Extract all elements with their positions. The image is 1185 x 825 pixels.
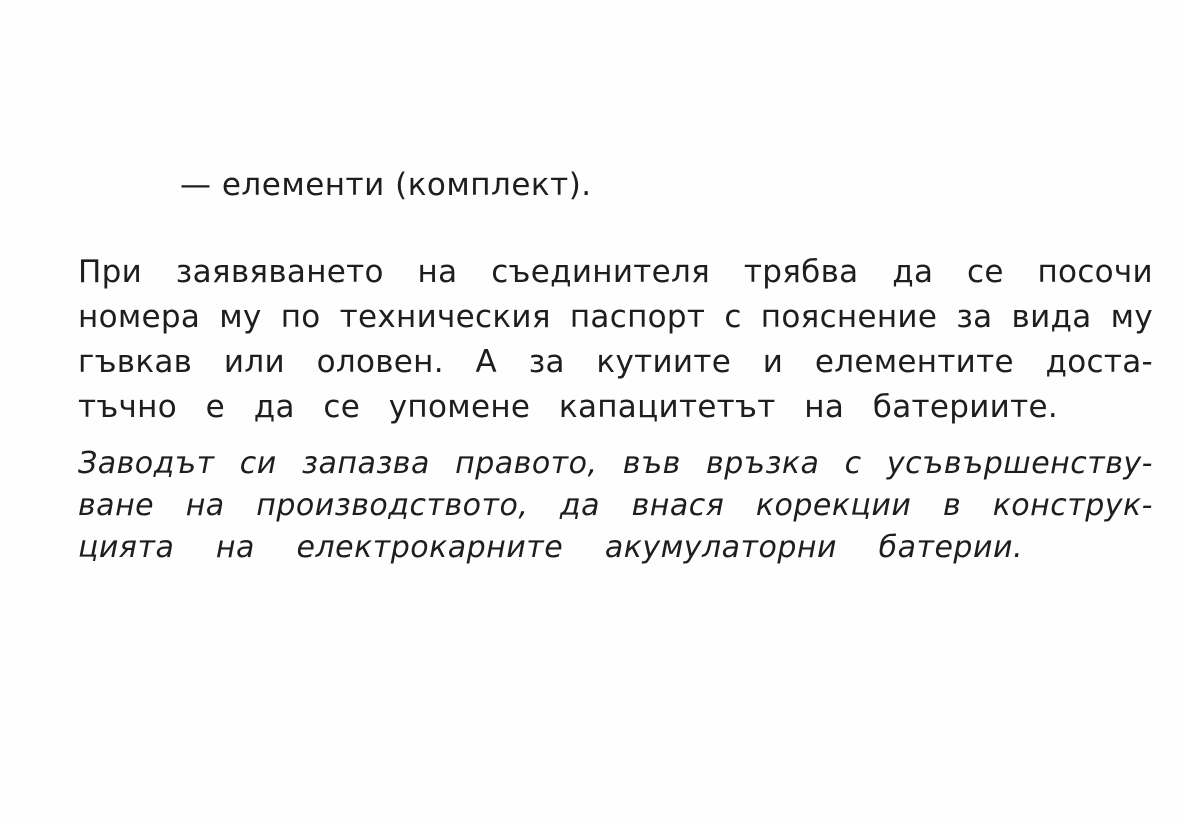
paragraph-line: номера му по техническия паспорт с пояснение за вида му (78, 299, 1153, 335)
paragraph-line: Заводът си запазва правото, във връзка с усъвършенству- (78, 446, 1153, 481)
paragraph-line: цията на електрокарните акумулаторни батерии. (78, 530, 1023, 565)
paragraph-ordering-instructions (78, 250, 1153, 430)
paragraph-line: гъвкав или оловен. А за кутиите и елементите доста- (78, 344, 1153, 380)
paragraph-manufacturer-notice (78, 443, 1153, 569)
paragraph-line: тъчно е да се упомене капацитетът на батериите. (78, 389, 1058, 425)
paragraph-line: ване на производството, да внася корекции в конструк- (78, 488, 1153, 523)
list-item-elements: — елементи (комплект). (180, 167, 592, 203)
paragraph-line: При заявяването на съединителя трябва да се посочи (78, 254, 1153, 290)
